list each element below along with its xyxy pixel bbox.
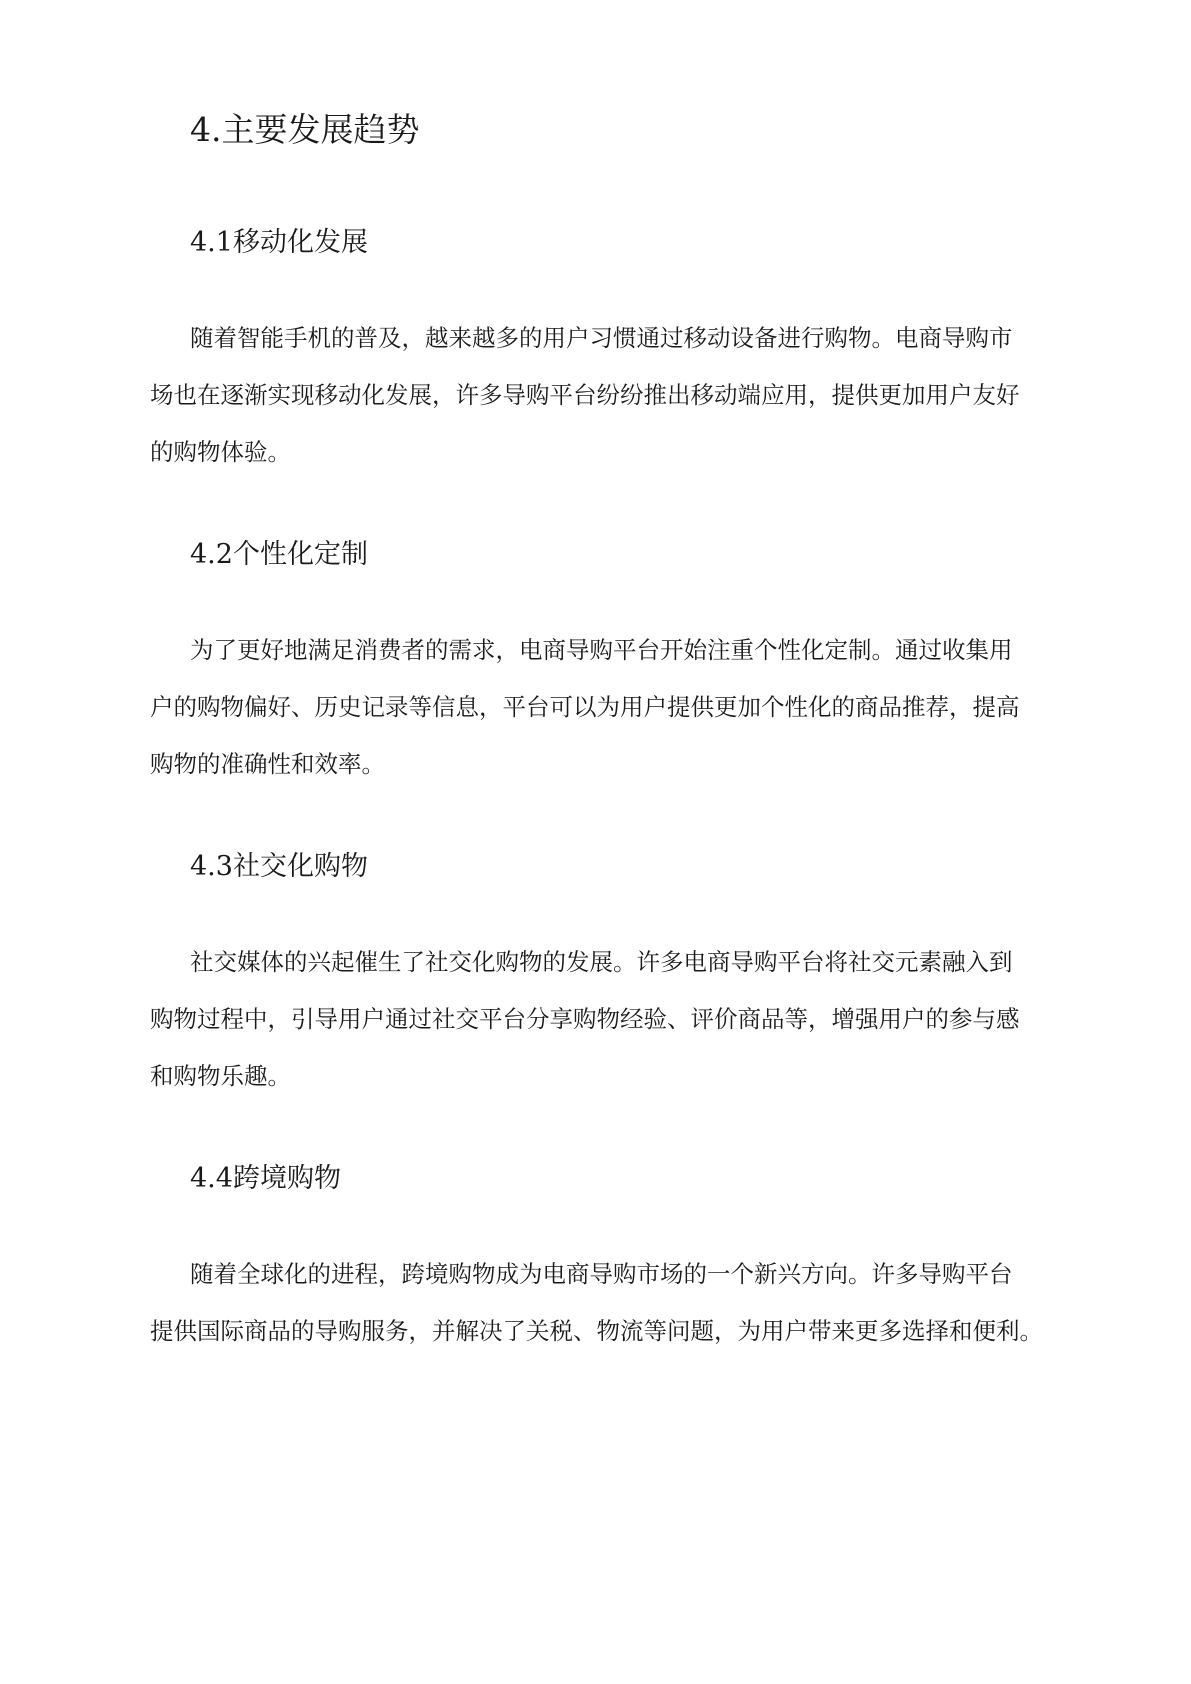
paragraph-line: 购物的准确性和效率。	[150, 750, 385, 778]
paragraph-line: 随着智能手机的普及，越来越多的用户习惯通过移动设备进行购物。电商导购市	[190, 324, 1013, 352]
paragraph-line: 的购物体验。	[150, 438, 291, 466]
section-heading-mobile: 4.1移动化发展	[190, 227, 368, 258]
paragraph-line: 社交媒体的兴起催生了社交化购物的发展。许多电商导购平台将社交元素融入到	[190, 948, 1013, 976]
section-heading-crossborder: 4.4跨境购物	[190, 1163, 341, 1194]
paragraph-line: 随着全球化的进程，跨境购物成为电商导购市场的一个新兴方向。许多导购平台	[190, 1260, 1013, 1288]
section-paragraph-personalization	[150, 622, 1050, 793]
paragraph-line: 提供国际商品的导购服务，并解决了关税、物流等问题，为用户带来更多选择和便利。	[150, 1317, 1043, 1345]
section-paragraph-mobile	[150, 310, 1050, 481]
section-heading-personalization: 4.2个性化定制	[190, 539, 368, 570]
paragraph-line: 场也在逐渐实现移动化发展，许多导购平台纷纷推出移动端应用，提供更加用户友好	[150, 381, 1020, 409]
paragraph-line: 购物过程中，引导用户通过社交平台分享购物经验、评价商品等，增强用户的参与感	[150, 1005, 1020, 1033]
section-paragraph-social	[150, 934, 1050, 1105]
paragraph-line: 户的购物偏好、历史记录等信息，平台可以为用户提供更加个性化的商品推荐，提高	[150, 693, 1020, 721]
paragraph-line: 和购物乐趣。	[150, 1062, 291, 1090]
paragraph-line: 为了更好地满足消费者的需求，电商导购平台开始注重个性化定制。通过收集用	[190, 636, 1013, 664]
section-heading-social: 4.3社交化购物	[190, 851, 368, 882]
page-title: 4.主要发展趋势	[190, 110, 420, 149]
section-paragraph-crossborder	[150, 1246, 1050, 1360]
